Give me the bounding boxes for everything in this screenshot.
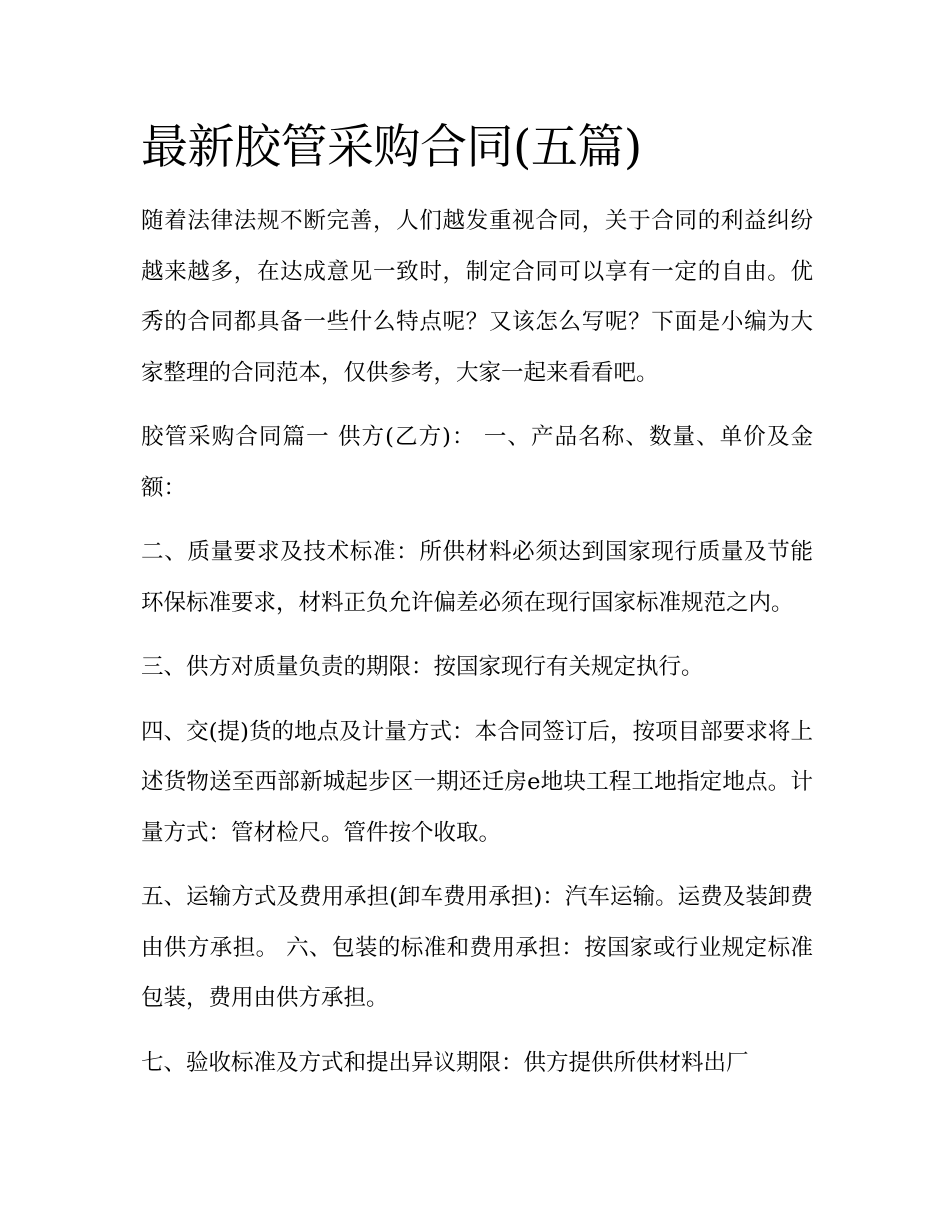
paragraph-section-3: 三、供方对质量负责的期限：按国家现行有关规定执行。 — [141, 654, 704, 680]
paragraph-section-5-6: 五、运输方式及费用承担(卸车费用承担)：汽车运输。运费及装卸费由供方承担。 六、包装的标准和费用承担：按国家或行业规定标准包装，费用由供方承担。 — [141, 884, 813, 1011]
paragraph-section-7: 七、验收标准及方式和提出异议期限：供方提供所供材料出厂 — [141, 1049, 749, 1076]
paragraph-section-2: 二、质量要求及技术标准：所供材料必须达到国家现行质量及节能环保标准要求，材料正负允许偏差必须在现行国家标准规范之内。 — [141, 539, 813, 616]
document-title: 最新胶管采购合同(五篇) — [141, 120, 642, 175]
document-body — [141, 116, 813, 1088]
paragraph-section-1: 胶管采购合同篇一 供方(乙方)： 一、产品名称、数量、单价及金额： — [141, 424, 813, 501]
paragraph-section-4: 四、交(提)货的地点及计量方式：本合同签订后，按项目部要求将上述货物送至西部新城起步区一期还迁房e地块工程工地指定地点。计量方式：管材检尺。管件按个收取。 — [141, 718, 813, 846]
paragraph-intro: 随着法律法规不断完善，人们越发重视合同，关于合同的利益纠纷越来越多，在达成意见一致时，制定合同可以享有一定的自由。优秀的合同都具备一些什么特点呢？又该怎么写呢？下面是小编为大家整理的合同范本，仅供参考，大家一起来看看吧。 — [141, 208, 813, 386]
